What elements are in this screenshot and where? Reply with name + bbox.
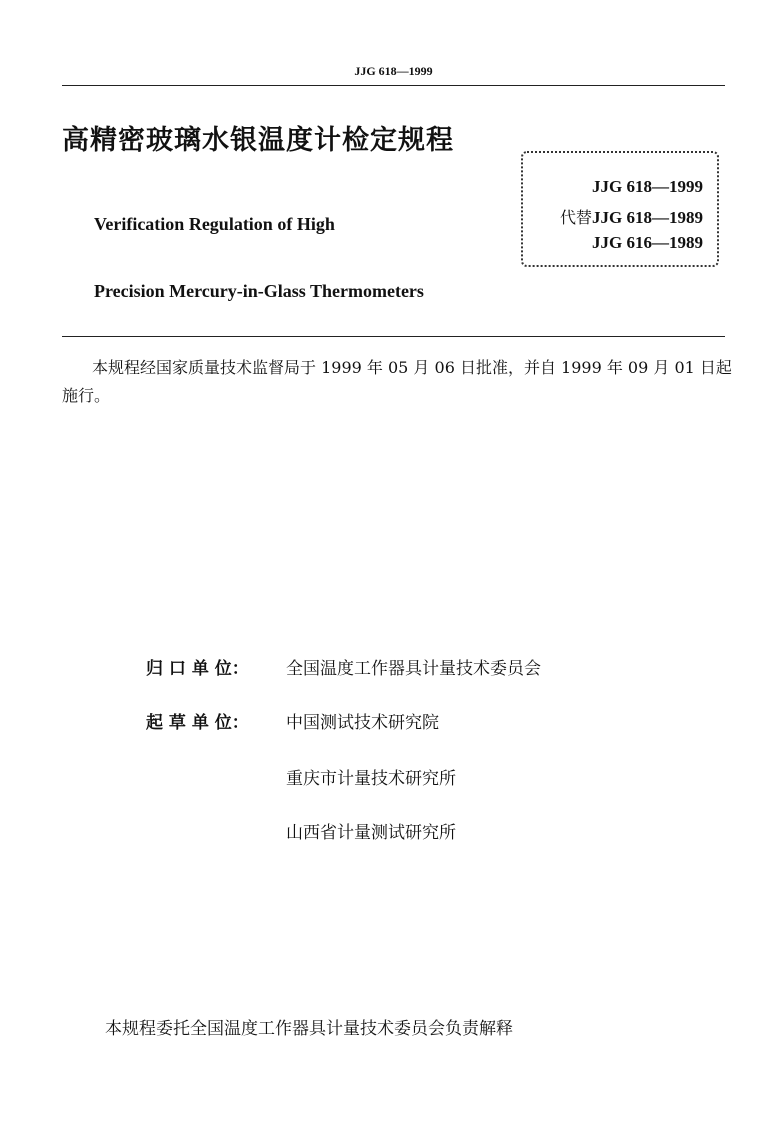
page-title-chinese: 高精密玻璃水银温度计检定规程: [62, 125, 454, 156]
drafting-unit-3: 山西省计量测试研究所: [286, 823, 456, 843]
responsible-unit-value: 全国温度工作器具计量技术委员会: [286, 659, 541, 679]
drafting-unit-2: 重庆市计量技术研究所: [286, 769, 456, 789]
drafting-unit-1: 中国测试技术研究院: [286, 713, 439, 733]
replaced-standard-line-1: [560, 205, 703, 228]
replaced-standard-code-1: JJG 618—1989: [592, 208, 703, 227]
header-rule: [62, 85, 725, 86]
interpretation-note: 本规程委托全国温度工作器具计量技术委员会负责解释: [105, 1019, 513, 1039]
running-header-code: JJG 618—1999: [354, 64, 433, 78]
replaced-standard-code-2: JJG 616—1989: [592, 233, 703, 252]
replaces-prefix: 代替: [560, 208, 593, 227]
title-english-line1: Verification Regulation of High: [94, 214, 335, 234]
title-rule: [62, 336, 725, 337]
drafting-unit-label: 起 草 单 位：: [146, 713, 249, 733]
current-standard-code: JJG 618—1999: [592, 177, 703, 196]
standard-code-box: [521, 151, 719, 267]
approval-statement: 本规程经国家质量技术监督局于 1999 年 05 月 06 日批准，并自 1999 年 09 月 01 日起施行。: [62, 358, 732, 405]
responsible-unit-label: 归 口 单 位：: [146, 659, 249, 679]
title-english-line2: Precision Mercury-in-Glass Thermometers: [94, 281, 424, 301]
